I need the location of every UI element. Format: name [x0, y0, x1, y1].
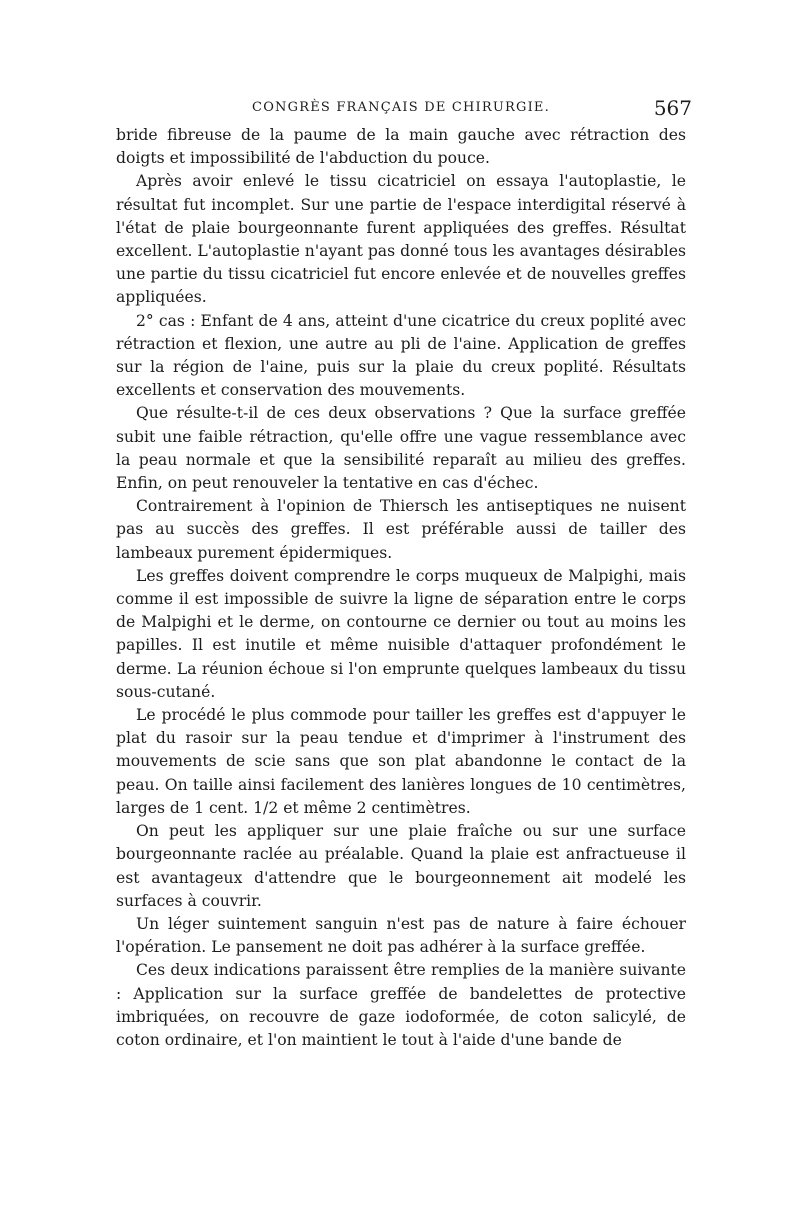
paragraph: 2° cas : Enfant de 4 ans, atteint d'une cicatrice du creux poplité avec rétraction et flexion, une autre au pli de l'aine. Application de greffes sur la région de l'aine, puis sur la plaie du creux poplité. Résultats excellents et conservation des mouvements.: [116, 311, 686, 400]
paragraph: Un léger suintement sanguin n'est pas de nature à faire échouer l'opération. Le pansement ne doit pas adhérer à la surface greffée.: [116, 914, 686, 957]
paragraph: Ces deux indications paraissent être remplies de la manière suivante : Application sur la surface greffée de bandelettes de protective imbriquées, on recouvre de gaze iodoformée, de coton salicylé, de coton ordinaire, et l'on maintient le tout à l'aide d'une bande de: [116, 961, 686, 1049]
paragraph: On peut les appliquer sur une plaie fraîche ou sur une surface bourgeonnante raclée au préalable. Quand la plaie est anfractueuse il est avantageux d'attendre que le bourgeonnement ait modelé les surfaces à couvrir.: [116, 822, 686, 910]
page-number: 567: [653, 96, 692, 120]
body-text: [116, 124, 686, 1052]
paragraph-continued: bride fibreuse de la paume de la main gauche avec rétraction des doigts et impossibilité de l'abduction du pouce.: [116, 126, 686, 168]
document-page: [116, 96, 692, 1052]
running-header: [116, 96, 692, 122]
paragraph: Après avoir enlevé le tissu cicatriciel on essaya l'autoplastie, le résultat fut incomplet. Sur une partie de l'espace interdigital réservé à l'état de plaie bourgeonnante furent appliquées des greffes. Résultat excellent. L'autoplastie n'ayant pas donné tous les avantages désirables une partie du tissu cicatriciel fut encore enlevée et de nouvelles greffes appliquées.: [116, 172, 686, 307]
paragraph: Que résulte-t-il de ces deux observations ? Que la surface greffée subit une faible rétraction, qu'elle offre une vague ressemblance avec la peau normale et que la sensibilité reparaît au milieu des greffes. Enfin, on peut renouveler la tentative en cas d'échec.: [116, 404, 686, 493]
paragraph: Contrairement à l'opinion de Thiersch les antiseptiques ne nuisent pas au succès des greffes. Il est préférable aussi de tailler des lambeaux purement épidermiques.: [116, 497, 686, 562]
paragraph: Les greffes doivent comprendre le corps muqueux de Malpighi, mais comme il est impossible de suivre la ligne de séparation entre le corps de Malpighi et le derme, on contourne ce dernier ou tout au moins les papilles. Il est inutile et même nuisible d'attaquer profondément le derme. La réunion échoue si l'on emprunte quelques lambeaux du tissu sous-cutané.: [116, 566, 686, 701]
running-title: CONGRÈS FRANÇAIS DE CHIRURGIE.: [252, 100, 550, 115]
paragraph: Le procédé le plus commode pour tailler les greffes est d'appuyer le plat du rasoir sur la peau tendue et d'imprimer à l'instrument des mouvements de scie sans que son plat abandonne le contact de la peau. On taille ainsi facilement des lanières longues de 10 centimètres, larges de 1 cent. 1/2 et même 2 centimètres.: [116, 706, 686, 817]
